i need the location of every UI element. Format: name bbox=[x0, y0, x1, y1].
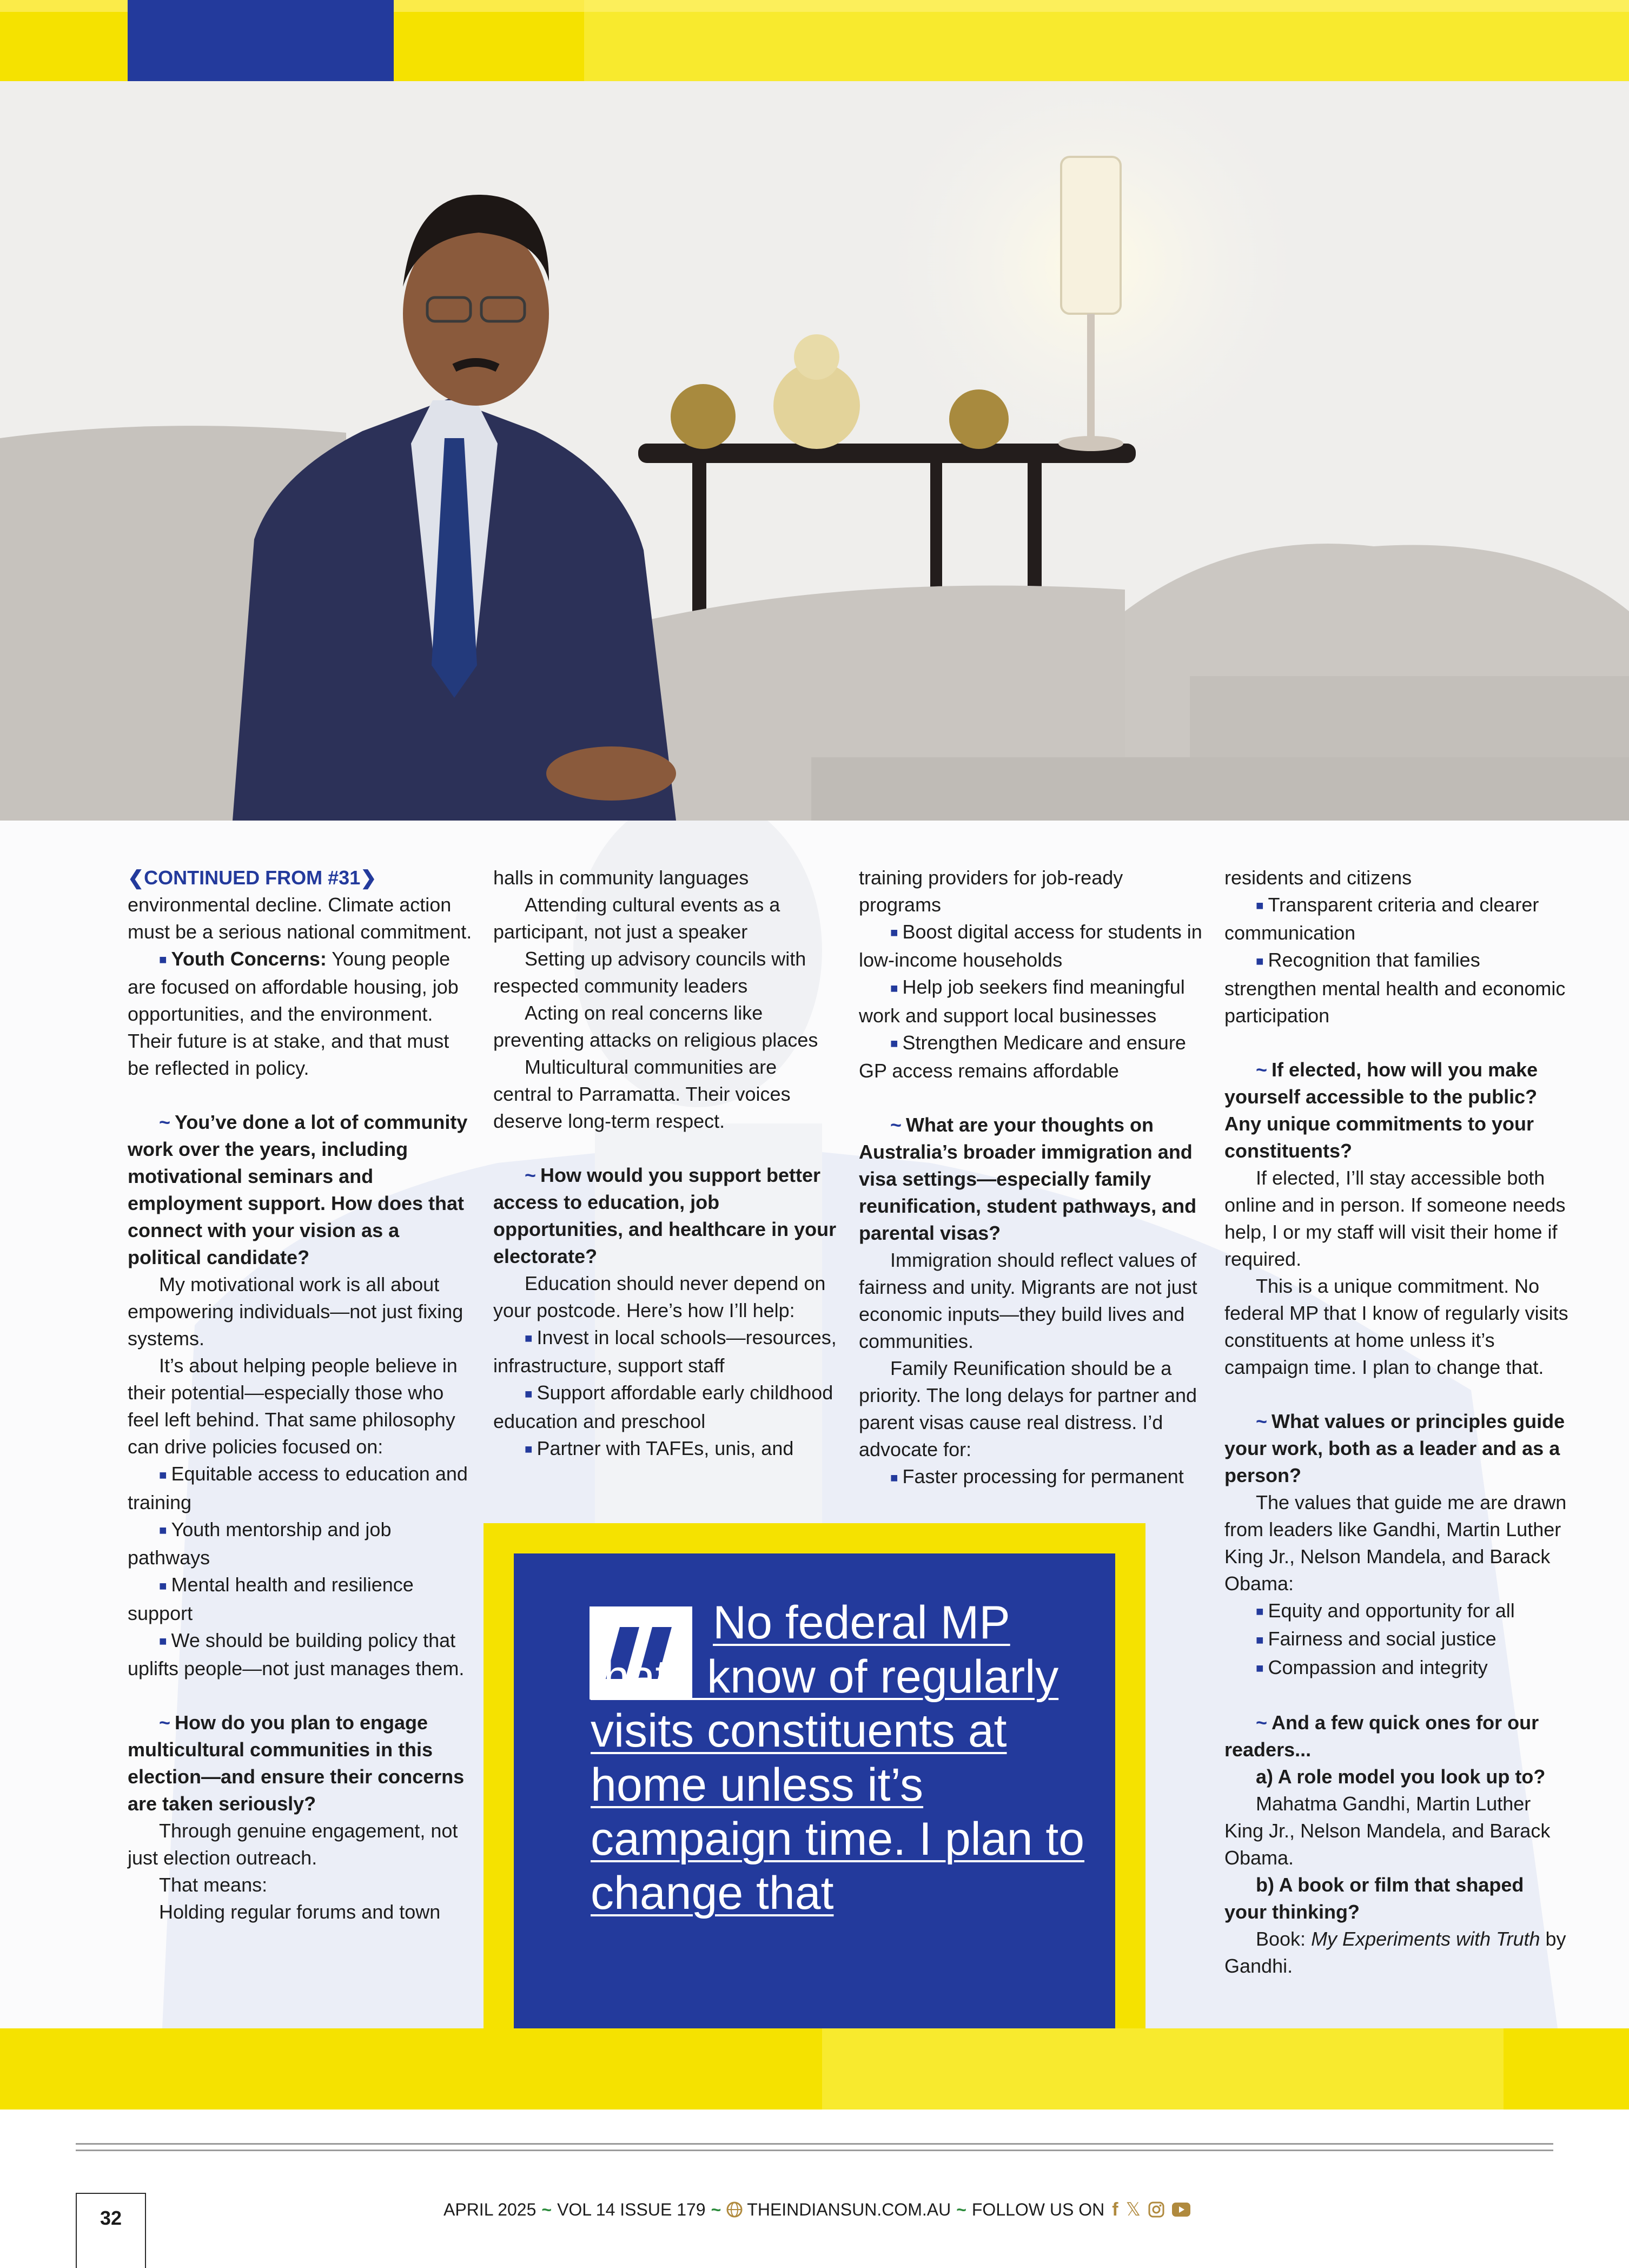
book-prefix: Book: bbox=[1256, 1928, 1312, 1950]
paragraph: This is a unique commitment. No federal MP that I know of regularly visits constituents at home unless it’s campaign time. I plan to change that. bbox=[1224, 1274, 1568, 1378]
bullet-icon: ■ bbox=[159, 1523, 167, 1538]
wave-icon: ~ bbox=[159, 1111, 171, 1134]
bullet-text: Fairness and social justice bbox=[1268, 1628, 1496, 1650]
bullet-icon: ■ bbox=[890, 981, 898, 996]
article-column-3 bbox=[859, 864, 1205, 1492]
bullet-item bbox=[128, 945, 474, 1082]
paragraph: My motivational work is all about empowering individuals—not just fixing systems. bbox=[128, 1273, 463, 1350]
bullet-item bbox=[493, 1435, 839, 1463]
wave-icon: ~ bbox=[890, 1114, 902, 1136]
bullet-item bbox=[128, 1627, 474, 1682]
pull-quote-text: No federal MP that I know of regularly visits constituents at home unless it’s campaign time. I plan to change that bbox=[591, 1597, 1085, 1919]
paragraph: Attending cultural events as a participant, not just a speaker bbox=[493, 894, 780, 943]
paragraph: Mahatma Gandhi, Martin Luther King Jr., Nelson Mandela, and Barack Obama. bbox=[1224, 1793, 1551, 1869]
book-title: My Experiments with Truth bbox=[1311, 1928, 1540, 1950]
footer-rule bbox=[76, 2150, 1553, 2151]
question-text: How do you plan to engage multicultural communities in this election—and ensure their concerns are taken seriously? bbox=[128, 1711, 465, 1815]
paragraph: Education should never depend on your postcode. Here’s how I’ll help: bbox=[493, 1272, 826, 1321]
paragraph: Multicultural communities are central to Parramatta. Their voices deserve long-term respect. bbox=[493, 1056, 791, 1132]
continued-arrow-left-icon: ❮ bbox=[128, 867, 144, 889]
issue-volume: VOL 14 ISSUE 179 bbox=[557, 2199, 706, 2219]
question bbox=[128, 1709, 474, 1817]
bullet-item bbox=[859, 918, 1205, 974]
bullet-icon: ■ bbox=[890, 1036, 898, 1052]
page-number-box bbox=[76, 2193, 146, 2268]
bullet-icon: ■ bbox=[159, 1578, 167, 1593]
continued-arrow-right-icon: ❯ bbox=[360, 867, 377, 889]
paragraph: Holding regular forums and town bbox=[159, 1901, 441, 1923]
bullet-item bbox=[493, 1324, 839, 1379]
paragraph bbox=[1224, 1926, 1571, 1980]
question bbox=[1224, 1408, 1571, 1489]
question-text: What are your thoughts on Australia’s broader immigration and visa settings—especially family reunification, student pathways, and parental visas? bbox=[859, 1114, 1197, 1245]
paragraph: training providers for job-ready programs bbox=[859, 867, 1123, 916]
paragraph: environmental decline. Climate action must be a serious national commitment. bbox=[128, 894, 472, 943]
bullet-text: Faster processing for permanent bbox=[902, 1465, 1184, 1488]
bullet-icon: ■ bbox=[525, 1442, 533, 1457]
bullet-item bbox=[1224, 1597, 1571, 1625]
bullet-item bbox=[128, 1516, 474, 1571]
bullet-text: Mental health and resilience support bbox=[128, 1573, 414, 1624]
question bbox=[1224, 1056, 1571, 1165]
question-text: How would you support better access to education, job opportunities, and healthcare in your electorate? bbox=[493, 1164, 837, 1267]
bullet-label: Youth Concerns: bbox=[171, 948, 327, 970]
question-text: You’ve done a lot of community work over the years, including motivational seminars and employment support. How does that connect with your vision as a political candidate? bbox=[128, 1111, 468, 1269]
bullet-item bbox=[128, 1571, 474, 1626]
question-text: And a few quick ones for our readers... bbox=[1224, 1711, 1539, 1761]
question bbox=[128, 1109, 474, 1271]
bullet-icon: ■ bbox=[1256, 1632, 1264, 1648]
paragraph: If elected, I’ll stay accessible both online and in person. If someone needs help, I or my staff will visit their home if required. bbox=[1224, 1166, 1566, 1270]
follow-label: FOLLOW US ON bbox=[971, 2199, 1105, 2219]
bullet-text: We should be building policy that uplifts people—not just manages them. bbox=[128, 1629, 465, 1680]
bullet-icon: ■ bbox=[159, 1634, 167, 1649]
bullet-item bbox=[859, 1029, 1205, 1085]
paragraph: Acting on real concerns like preventing attacks on religious places bbox=[493, 1002, 818, 1051]
wave-icon: ~ bbox=[1256, 1711, 1268, 1734]
paragraph: Family Reunification should be a priority. The long delays for partner and parent visas cause real distress. I’d advocate for: bbox=[859, 1357, 1197, 1461]
bullet-icon: ■ bbox=[1256, 1604, 1264, 1619]
paragraph: halls in community languages bbox=[493, 867, 749, 889]
x-twitter-icon[interactable]: 𝕏 bbox=[1125, 2199, 1141, 2220]
bullet-item bbox=[1224, 1654, 1571, 1682]
bullet-text: Recognition that families strengthen mental health and economic participation bbox=[1224, 949, 1566, 1027]
question bbox=[493, 1162, 839, 1270]
bullet-icon: ■ bbox=[525, 1331, 533, 1346]
bullet-item bbox=[859, 1463, 1205, 1491]
cover-photo bbox=[0, 81, 1629, 821]
separator-icon: ~ bbox=[711, 2199, 721, 2219]
bullet-text: Invest in local schools—resources, infrastructure, support staff bbox=[493, 1326, 837, 1377]
paragraph: The values that guide me are drawn from leaders like Gandhi, Martin Luther King Jr., Nelson Mandela, and Barack Obama: bbox=[1224, 1491, 1567, 1595]
bullet-item bbox=[128, 1460, 474, 1516]
bullet-icon: ■ bbox=[159, 1467, 167, 1483]
bottom-banner bbox=[0, 2028, 1629, 2110]
sub-question: a) A role model you look up to? bbox=[1256, 1766, 1546, 1788]
separator-icon: ~ bbox=[956, 2199, 966, 2219]
paragraph: Setting up advisory councils with respected community leaders bbox=[493, 948, 806, 997]
bullet-text: Equitable access to education and training bbox=[128, 1463, 468, 1513]
facebook-icon[interactable]: f bbox=[1112, 2199, 1118, 2220]
paragraph: residents and citizens bbox=[1224, 867, 1412, 889]
question bbox=[859, 1112, 1205, 1247]
bullet-icon: ■ bbox=[1256, 898, 1264, 914]
bullet-text: Boost digital access for students in low-income households bbox=[859, 921, 1202, 971]
bullet-text: Support affordable early childhood education and preschool bbox=[493, 1381, 833, 1432]
question-text: If elected, how will you make yourself accessible to the public? Any unique commitments to your constituents? bbox=[1224, 1058, 1538, 1162]
question-text: What values or principles guide your work, both as a leader and as a person? bbox=[1224, 1410, 1565, 1486]
book-suffix: by Gandhi. bbox=[1224, 1928, 1566, 1978]
bullet-text: Youth mentorship and job pathways bbox=[128, 1518, 392, 1569]
wave-icon: ~ bbox=[525, 1164, 537, 1186]
continued-from-label: CONTINUED FROM #31 bbox=[144, 867, 361, 889]
bullet-text: Transparent criteria and clearer communication bbox=[1224, 894, 1539, 944]
bullet-item bbox=[859, 974, 1205, 1029]
bullet-icon: ■ bbox=[1256, 1661, 1264, 1676]
wave-icon: ~ bbox=[1256, 1410, 1268, 1432]
question bbox=[1224, 1709, 1571, 1763]
paragraph: It’s about helping people believe in their potential—especially those who feel left behind. That same philosophy can drive policies focused on: bbox=[128, 1354, 458, 1458]
page-number: 32 bbox=[100, 2207, 122, 2229]
bullet-icon: ■ bbox=[890, 1470, 898, 1485]
bullet-text: Help job seekers find meaningful work and support local businesses bbox=[859, 976, 1185, 1027]
paragraph: Immigration should reflect values of fairness and unity. Migrants are not just economic inputs—they build lives and communities. bbox=[859, 1249, 1197, 1353]
bullet-item bbox=[1224, 1625, 1571, 1654]
bullet-text: Young people are focused on affordable housing, job opportunities, and the environment. Their future is at stake, and that must be reflected in policy. bbox=[128, 948, 459, 1080]
footer-info bbox=[443, 2196, 1190, 2223]
wave-icon: ~ bbox=[1256, 1058, 1268, 1081]
issue-date: APRIL 2025 bbox=[443, 2199, 537, 2219]
wave-icon: ~ bbox=[159, 1711, 171, 1734]
article-column-4 bbox=[1224, 864, 1571, 1980]
sub-question: b) A book or film that shaped your thinking? bbox=[1224, 1874, 1524, 1923]
paragraph: Through genuine engagement, not just election outreach. bbox=[128, 1820, 458, 1869]
instagram-icon[interactable] bbox=[1148, 2201, 1164, 2218]
bullet-icon: ■ bbox=[890, 925, 898, 941]
bullet-text: Compassion and integrity bbox=[1268, 1656, 1488, 1678]
bullet-icon: ■ bbox=[159, 953, 167, 968]
bullet-item bbox=[1224, 891, 1571, 947]
bullet-item bbox=[493, 1379, 839, 1434]
globe-icon bbox=[726, 2201, 743, 2218]
separator-icon: ~ bbox=[541, 2199, 552, 2219]
bullet-text: Equity and opportunity for all bbox=[1268, 1599, 1515, 1622]
article-column-2 bbox=[493, 864, 839, 1463]
article-column-1 bbox=[128, 864, 474, 1926]
bullet-text: Partner with TAFEs, unis, and bbox=[537, 1437, 794, 1459]
bullet-icon: ■ bbox=[525, 1386, 533, 1401]
website-link[interactable]: THEINDIANSUN.COM.AU bbox=[747, 2199, 951, 2219]
youtube-icon[interactable] bbox=[1172, 2203, 1190, 2217]
section-tab bbox=[128, 0, 394, 81]
footer-rule bbox=[76, 2143, 1553, 2145]
bullet-item bbox=[1224, 947, 1571, 1029]
bullet-text: Strengthen Medicare and ensure GP access remains affordable bbox=[859, 1031, 1186, 1082]
bullet-icon: ■ bbox=[1256, 954, 1264, 969]
paragraph: That means: bbox=[159, 1874, 268, 1896]
